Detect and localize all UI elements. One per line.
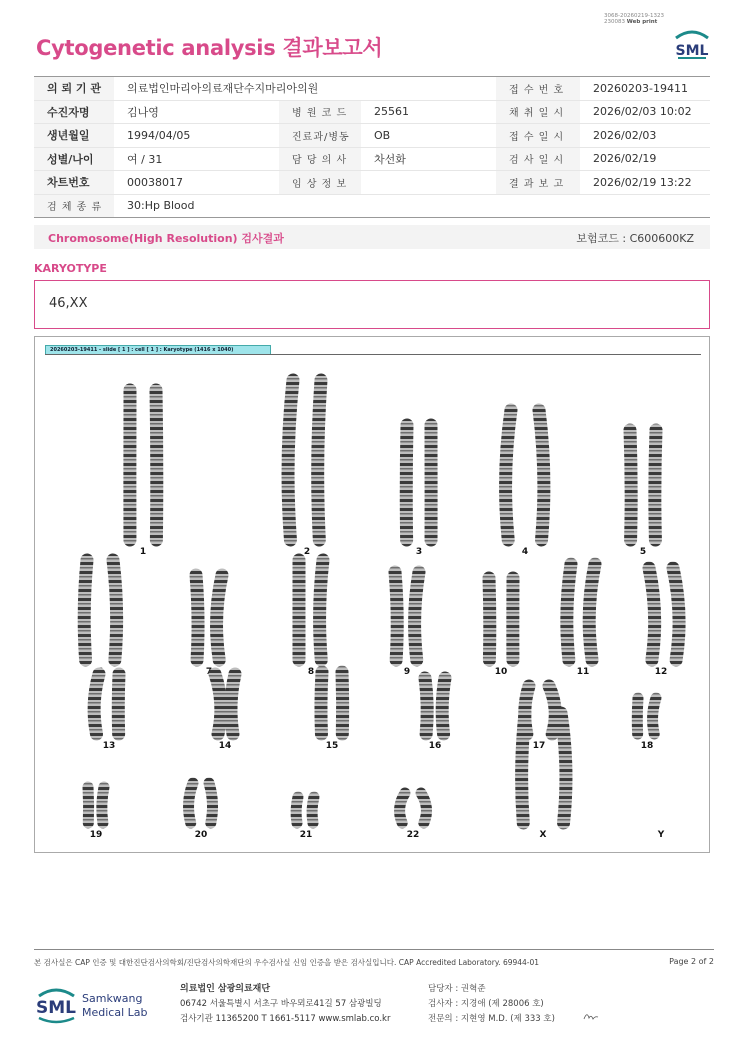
birth-date-value: 1994/04/05 xyxy=(114,124,279,148)
chromosome-8-b xyxy=(320,560,323,660)
clinical-info-label: 임 상 정 보 xyxy=(279,171,361,195)
chromosome-13-b xyxy=(118,674,119,734)
karyotype-box xyxy=(34,280,710,329)
patient-info-table xyxy=(34,76,710,218)
chromosome-label-16: 16 xyxy=(428,741,442,751)
chromosome-15-b xyxy=(342,672,343,734)
karyogram-image xyxy=(35,337,709,852)
chromosome-19-b xyxy=(102,787,104,823)
chromosome-17-b xyxy=(549,686,555,734)
test-date-value: 2026/02/19 xyxy=(580,147,710,171)
receipt-date-value: 2026/02/03 xyxy=(580,124,710,148)
chromosome-4-a xyxy=(506,410,511,540)
signature-icon xyxy=(582,1010,600,1022)
chromosome-X-a xyxy=(522,713,525,823)
staff-manager: 담당자 : 권혁준 xyxy=(428,984,486,994)
sex-age-value: 여 / 31 xyxy=(114,147,279,171)
insurance-code: 보험코드 : C600600KZ xyxy=(576,232,694,245)
chromosome-label-18: 18 xyxy=(640,741,654,751)
chromosome-18-b xyxy=(653,698,656,734)
print-id-number: 230083 xyxy=(604,19,625,25)
info-row-requester xyxy=(34,77,710,101)
chromosome-13-a xyxy=(94,674,99,734)
hospital-code-label: 병 원 코 드 xyxy=(279,100,361,124)
chromosome-label-4: 4 xyxy=(521,547,529,557)
chart-no-value: 00038017 xyxy=(114,171,279,195)
info-row-birth xyxy=(34,124,710,148)
chart-no-label: 차트번호 xyxy=(34,171,114,195)
samkwang-logo-icon xyxy=(36,982,156,1026)
karyotype-value: 46,XX xyxy=(49,296,88,311)
footer-divider xyxy=(34,949,714,950)
chromosome-9-b xyxy=(415,572,419,660)
staff-examiner: 검사자 : 지경애 (제 28006 호) xyxy=(428,999,544,1009)
doctor-label: 담 당 의 사 xyxy=(279,147,361,171)
patient-name-value: 김나영 xyxy=(114,100,279,124)
chromosome-20-a xyxy=(189,783,193,823)
staff-info xyxy=(428,982,555,1027)
result-section-title: Chromosome(High Resolution) 검사결과 xyxy=(48,232,284,245)
chromosome-12-b xyxy=(673,568,679,660)
requester-value: 의료법인마리아의료재단수지마리아의원 xyxy=(114,77,496,101)
chromosome-label-22: 22 xyxy=(406,830,420,840)
test-date-label: 검 사 일 시 xyxy=(496,147,580,171)
chromosome-label-19: 19 xyxy=(89,830,103,840)
org-contact: 검사기관 11365200 T 1661-5117 www.smlab.co.kr xyxy=(180,1014,391,1024)
chromosome-19-a xyxy=(88,787,89,823)
org-name: 의료법인 삼광의료재단 xyxy=(180,984,271,994)
chromosome-2-b xyxy=(318,380,321,540)
result-section-bar xyxy=(34,225,710,249)
chromosome-11-a xyxy=(567,564,571,660)
chromosome-label-21: 21 xyxy=(299,830,313,840)
chromosome-label-17: 17 xyxy=(532,741,546,751)
collection-time-value: 2026/02/03 10:02 xyxy=(580,100,710,124)
chromosome-7-a xyxy=(196,575,198,660)
info-row-patient xyxy=(34,100,710,124)
page-number: Page 2 of 2 xyxy=(669,957,714,966)
patient-name-label: 수진자명 xyxy=(34,100,114,124)
chromosome-1-b xyxy=(156,390,157,540)
specimen-value: 30:Hp Blood xyxy=(114,194,710,218)
organization-info xyxy=(180,982,390,1027)
chromosome-X-b xyxy=(561,713,566,823)
chromosome-3-a xyxy=(406,425,407,540)
clinical-info-value xyxy=(361,171,496,195)
logo-word2: Medical Lab xyxy=(82,1006,148,1019)
accreditation-note: 본 검사실은 CAP 인증 및 대한진단검사의학회/진단검사의학재단의 우수검사실 신임 인증을 받은 검사실입니다. CAP Accredited Laboratory. 69944-01 xyxy=(34,958,540,967)
print-label: Web print xyxy=(626,19,658,25)
chromosome-label-11: 11 xyxy=(576,667,590,677)
receipt-no-value: 20260203-19411 xyxy=(580,77,710,101)
chromosome-label-2: 2 xyxy=(303,547,311,557)
chromosome-6-a xyxy=(84,560,87,660)
logo-text: SML xyxy=(675,43,709,59)
chromosome-5-b xyxy=(655,430,656,540)
karyogram-panel xyxy=(34,336,710,853)
sml-logo-icon xyxy=(672,28,712,62)
chromosome-label-13: 13 xyxy=(102,741,116,751)
chromosome-9-a xyxy=(395,572,397,660)
chromosome-label-15: 15 xyxy=(325,741,339,751)
print-id xyxy=(604,13,664,25)
print-id-line1: 3068-20260219-1323 xyxy=(604,13,664,19)
chromosome-6-b xyxy=(113,560,117,660)
chromosome-21-a xyxy=(296,797,298,823)
chromosome-label-X: X xyxy=(539,830,547,840)
logo-word1: Samkwang xyxy=(82,992,143,1005)
department-label: 진료과/병동 xyxy=(279,124,361,148)
chromosome-label-8: 8 xyxy=(307,667,315,677)
chromosome-label-14: 14 xyxy=(218,741,232,751)
chromosome-label-9: 9 xyxy=(403,667,411,677)
receipt-date-label: 접 수 일 시 xyxy=(496,124,580,148)
chromosome-label-20: 20 xyxy=(194,830,208,840)
chromosome-label-12: 12 xyxy=(654,667,668,677)
chromosome-4-b xyxy=(539,410,544,540)
logo-bottom-text: SML xyxy=(36,998,76,1018)
chromosome-11-b xyxy=(589,564,595,660)
karyogram-caption: 20260203-19411 - slide [ 1 ] : cell [ 1 ] : Karyotype (1416 x 1040) xyxy=(45,345,271,355)
chromosome-5-a xyxy=(630,430,631,540)
chromosome-21-b xyxy=(312,797,314,823)
org-address: 06742 서울특별시 서초구 바우뫼로41길 57 삼광빌딩 xyxy=(180,999,382,1009)
department-value: OB xyxy=(361,124,496,148)
chromosome-15-a xyxy=(321,672,322,734)
report-title: Cytogenetic analysis 결과보고서 xyxy=(36,36,383,60)
chromosome-label-7: 7 xyxy=(205,667,213,677)
chromosome-22-b xyxy=(421,793,427,823)
report-time-value: 2026/02/19 13:22 xyxy=(580,171,710,195)
chromosome-14-b xyxy=(231,674,235,734)
chromosome-layer xyxy=(84,380,679,840)
chromosome-label-3: 3 xyxy=(415,547,423,557)
chromosome-2-a xyxy=(288,380,293,540)
info-row-chart xyxy=(34,171,710,195)
info-row-specimen xyxy=(34,194,710,218)
chromosome-18-a xyxy=(637,698,638,734)
chromosome-label-6: 6 xyxy=(96,667,104,677)
requester-label: 의 뢰 기 관 xyxy=(34,77,114,101)
collection-time-label: 채 취 일 시 xyxy=(496,100,580,124)
print-id-line2 xyxy=(604,19,664,25)
karyotype-label: KARYOTYPE xyxy=(34,262,107,275)
chromosome-10-a xyxy=(489,578,490,660)
chromosome-label-1: 1 xyxy=(139,547,147,557)
birth-date-label: 생년월일 xyxy=(34,124,114,148)
receipt-no-label: 접 수 번 호 xyxy=(496,77,580,101)
chromosome-14-a xyxy=(215,674,221,734)
report-time-label: 결 과 보 고 xyxy=(496,171,580,195)
chromosome-label-Y: Y xyxy=(657,830,665,840)
chromosome-label-5: 5 xyxy=(639,547,647,557)
specimen-label: 검 체 종 류 xyxy=(34,194,114,218)
chromosome-16-b xyxy=(442,678,445,734)
sex-age-label: 성별/나이 xyxy=(34,147,114,171)
chromosome-16-a xyxy=(425,678,427,734)
staff-specialist: 전문의 : 지현영 M.D. (제 333 호) xyxy=(428,1014,555,1024)
hospital-code-value: 25561 xyxy=(361,100,496,124)
chromosome-12-a xyxy=(649,568,655,660)
chromosome-20-b xyxy=(209,783,213,823)
chromosome-22-a xyxy=(400,793,405,823)
doctor-value: 차선화 xyxy=(361,147,496,171)
chromosome-7-b xyxy=(217,575,222,660)
info-row-sex xyxy=(34,147,710,171)
chromosome-label-10: 10 xyxy=(494,667,508,677)
